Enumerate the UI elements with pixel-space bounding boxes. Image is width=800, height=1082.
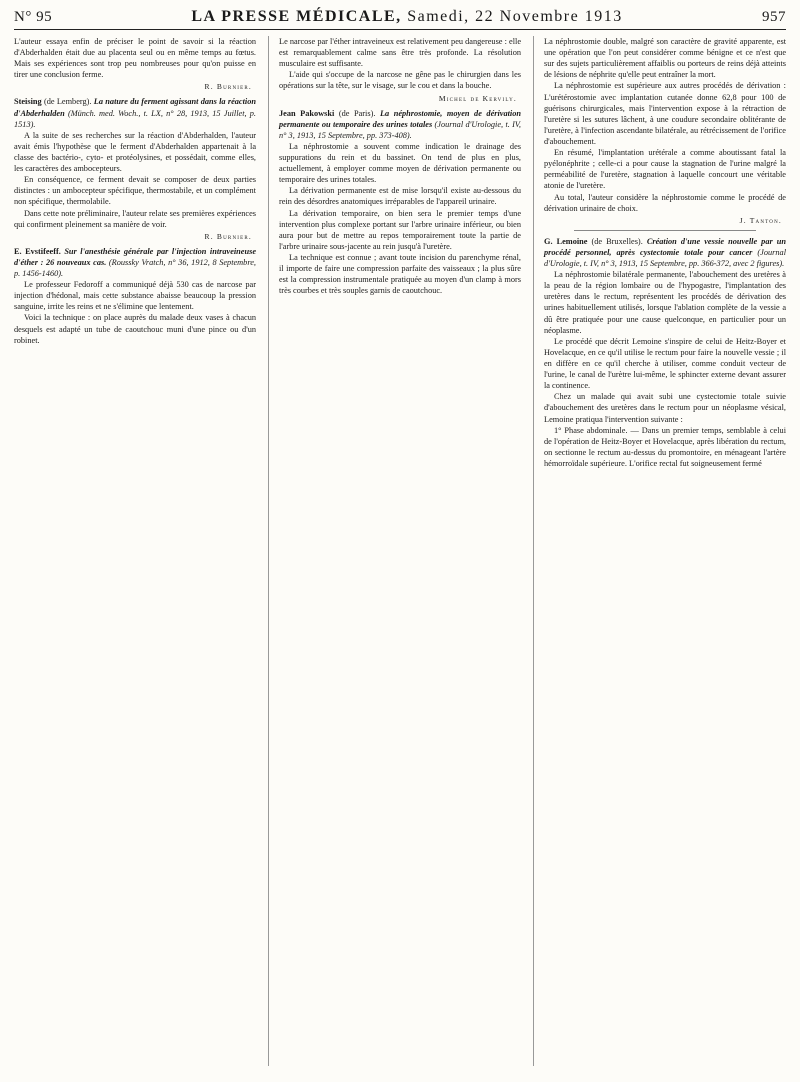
running-title xyxy=(191,8,622,26)
abstract-heading xyxy=(544,236,786,269)
paragraph: La néphrostomie bilatérale permanente, l'abouchement des uretères à la peau de la région lombaire ou de l'hypogastre, l'implantation des uretères dans le rectum, représentent les procédés de dérivation des urines habituellement utilisés, lorsque l'ablation complète de la vessie a dû être pratiquée pour une cause quelconque, en particulier pour un néoplasme. xyxy=(544,270,786,335)
paragraph: La néphrostomie a souvent comme indication le drainage des suppurations du rein et du bassinet. On tend de plus en plus, actuellement, à employer comme moyen de dérivation permanente ou temporaire des urines totales. xyxy=(279,141,521,185)
issue-date: Samedi, 22 Novembre 1913 xyxy=(407,8,623,25)
paragraph: Le narcose par l'éther intraveineux est relativement peu dangereuse : elle est remarquablement calme sans être très profonde. La résolution musculaire est suffisante. xyxy=(279,37,521,69)
author: G. Lemoine xyxy=(544,236,588,246)
article-title: Sur l'anesthésie générale par l'injection intraveineuse d'éther : 26 nouveaux cas. xyxy=(14,246,256,267)
abstract-heading xyxy=(14,246,256,279)
issue-number: N° 95 xyxy=(14,9,53,25)
paragraph: La dérivation permanente est de mise lorsqu'il existe au-dessous du rein des désordres anatomiques irréparables de l'appareil urinaire. xyxy=(279,186,521,207)
journal-name: LA PRESSE MÉDICALE, xyxy=(191,8,402,25)
paragraph: Le professeur Fedoroff a communiqué déjà 530 cas de narcose par injection d'hédonal, mais cette substance abaisse beaucoup la pression sanguine, irrite les reins et ne s'élimine que lentement. xyxy=(14,280,256,312)
article-columns xyxy=(14,36,786,1066)
column-right xyxy=(533,36,786,1066)
affiliation: (de Lemberg). xyxy=(43,97,92,107)
signature: R. Burnier. xyxy=(204,231,252,241)
author: Steising xyxy=(14,97,42,107)
reference: (Roussky Vratch, n° 36, 1912, 8 Septembre, p. 1456-1460). xyxy=(14,257,256,278)
reference: (Journal d'Urologie, t. IV, n° 3, 1913, 15 Septembre, pp. 366-372, avec 2 figures). xyxy=(544,247,786,268)
paragraph: En conséquence, ce ferment devait se composer de deux parties distinctes : un ambocepteur spécifique, thermostabile, et un complément non spécifique, thermolabile. xyxy=(14,175,256,207)
paragraph: La néphrostomie est supérieure aux autres procédés de dérivation : L'urétérostomie avec implantation cutanée donne 62,8 pour 100 de guérisons chirurgicales, mais l'intervention expose à la rétraction de l'uretère si les sutures lâchent, à une coudure secondaire oblitérante de l'uretère, à l'infection ascendante bilatérale, au rétrécissement de l'orifice d'abouchement. xyxy=(544,81,786,146)
author: E. Evstifeeff. xyxy=(14,246,61,256)
signature: J. Tanton. xyxy=(739,215,782,225)
author: Jean Pakowski xyxy=(279,108,335,118)
paragraph: L'aide qui s'occupe de la narcose ne gêne pas le chirurgien dans les opérations sur la tête, sur le visage, sur le cou et dans la bouche. xyxy=(279,70,521,91)
affiliation: (de Bruxelles). xyxy=(591,236,643,246)
paragraph: Le procédé que décrit Lemoine s'inspire de celui de Heitz-Boyer et Hovelacque, en ce qu'il utilise le rectum pour faire la nouvelle vessie ; il en diffère en ce qu'il cherche à utiliser, comme conduit vecteur de l'urine, le canal de l'urètre lui-même, le sphincter externe devant assurer la continence. xyxy=(544,336,786,391)
abstract-heading xyxy=(279,108,521,141)
paragraph: En résumé, l'implantation urétérale a comme aboutissant fatal la pyélonéphrite ; celle-ci a pour cause la stagnation de l'urine malgré la perméabilité de l'uretère, stagnation à laquelle concourt une véritable atonie de l'uretère. xyxy=(544,148,786,191)
paragraph: Au total, l'auteur considère la néphrostomie comme le procédé de dérivation urinaire de choix. xyxy=(544,192,786,213)
divider xyxy=(574,230,756,231)
paragraph: L'auteur essaya enfin de préciser le point de savoir si la réaction d'Abderhalden était due au placenta seul ou en même temps au fœtus. Mais ses expériences sont trop peu nombreuses pour qu'on puisse en tirer une conclusion ferme. xyxy=(14,37,256,80)
paragraph: 1° Phase abdominale. — Dans un premier temps, semblable à celui de l'opération de Heitz-Boyer et Hovelacque, après libération du rectum, on sectionne le rectum au-dessus du promontoire, en ménageant l'artère hémorroïdale supérieure. L'orifice rectal fut soigneusement fermé xyxy=(544,425,786,468)
reference: (Münch. med. Woch., t. LX, n° 28, 1913, 15 Juillet, p. 1513). xyxy=(14,108,256,129)
signature: Michel de Kervily. xyxy=(438,93,517,103)
paragraph: A la suite de ses recherches sur la réaction d'Abderhalden, l'auteur avait émis l'hypothèse que le ferment d'Abderhalden appartenait à la classe des bactério-, cyto- et protéolysines, et possédait, comme elles, les caractères des ambocepteurs. xyxy=(14,130,256,174)
affiliation: (de Paris). xyxy=(338,108,376,118)
paragraph: La néphrostomie double, malgré son caractère de gravité apparente, est une opération que l'on peut considérer comme bénigne et ce n'est que sur des sujets particulièrement affaiblis ou porteurs de reins déjà atteints de lésions de néphrite qu'elle peut entraîner la mort. xyxy=(544,37,786,80)
paragraph: Chez un malade qui avait subi une cystectomie totale suivie d'abouchement des uretères dans le rectum pour un néoplasme vésical, Lemoine pratiqua l'intervention suivante : xyxy=(544,392,786,424)
paragraph: La dérivation temporaire, on bien sera le premier temps d'une intervention plus complexe portant sur l'arbre urinaire inférieur, ou bien aura pour but de mettre au repos temporairement toute la partie de l'arbre urinaire sous-jacente au rein jusqu'à l'uretère. xyxy=(279,208,521,251)
page-header xyxy=(14,8,786,30)
page-number: 957 xyxy=(761,9,786,25)
column-left xyxy=(14,36,256,1066)
column-middle xyxy=(268,36,521,1066)
article-title: La néphrostomie, moyen de dérivation permanente ou temporaire des urines totales xyxy=(279,108,521,129)
paragraph: La technique est connue ; avant toute incision du parenchyme rénal, il importe de faire une compression parfaite des vaisseaux ; la plus sûre est la compression instrumentale pratiquée au moyen d'un clamp à mors très courbes et très souples garnis de caoutchouc. xyxy=(279,252,521,296)
signature: R. Burnier. xyxy=(204,82,252,92)
article-title: La nature du ferment agissant dans la réaction d'Abderhalden xyxy=(14,97,256,118)
paragraph: Voici la technique : on place auprès du malade deux vases à chacun desquels est adapté un tube de caoutchouc muni d'une pince ou d'un robinet. xyxy=(14,313,256,345)
abstract-heading xyxy=(14,96,256,129)
paragraph: Dans cette note préliminaire, l'auteur relate ses premières expériences qui confirment pleinement sa manière de voir. xyxy=(14,208,256,229)
article-title: Création d'une vessie nouvelle par un procédé personnel, après cystectomie totale pour cancer xyxy=(544,236,786,257)
reference: (Journal d'Urologie, t. IV, n° 3, 1913, 15 Septembre, pp. 373-408). xyxy=(279,119,521,140)
